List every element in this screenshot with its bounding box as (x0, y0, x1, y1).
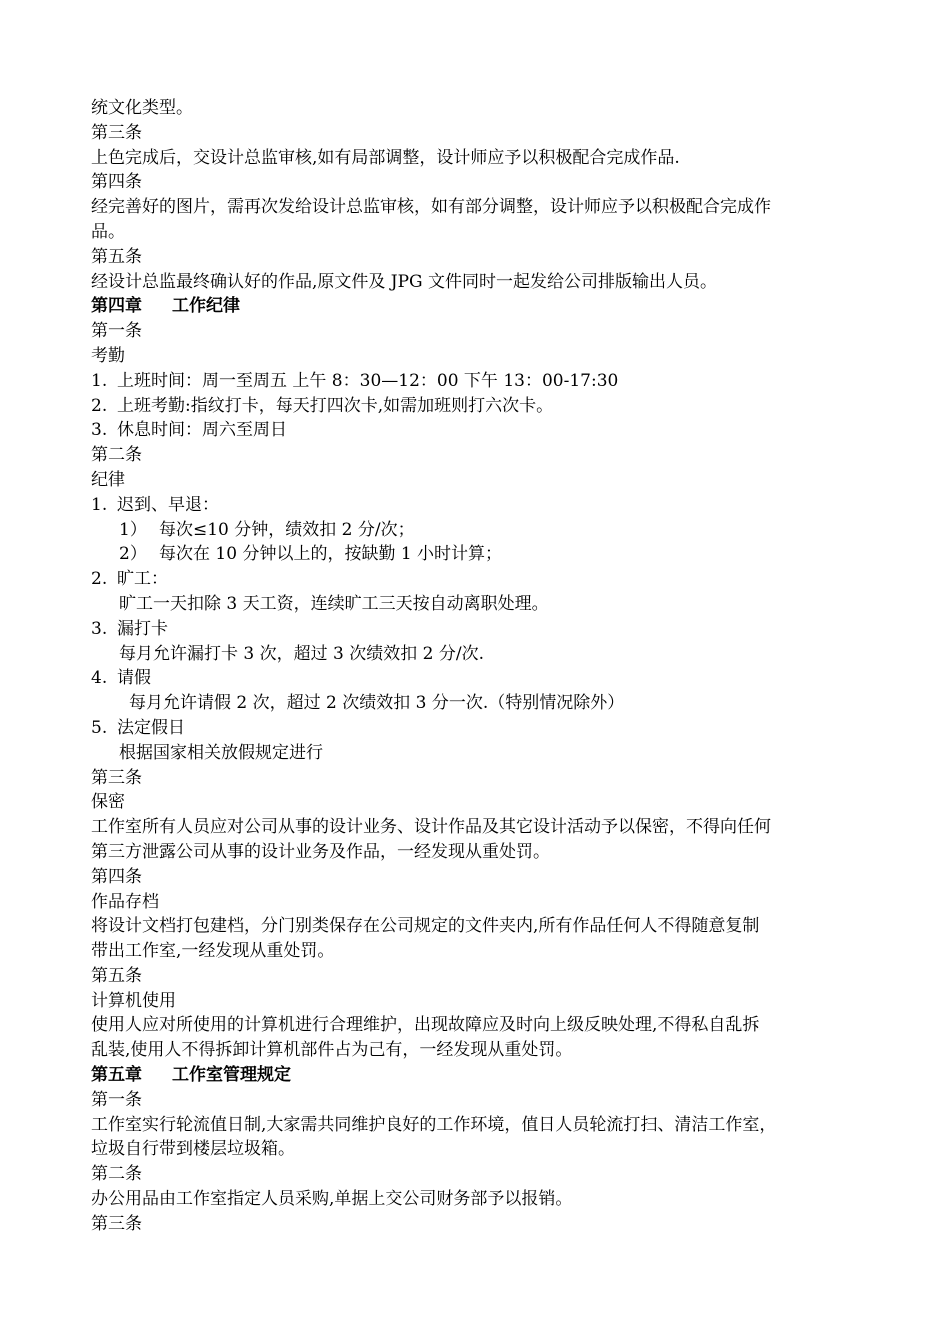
list-number: 1） (119, 519, 147, 540)
article-heading: 第三条 (91, 1213, 142, 1234)
list-text: 上班时间：周一至周五 上午 8：30—12：00 下午 13：00-17:30 (117, 370, 619, 391)
article-heading: 第四条 (91, 172, 142, 193)
list-text: 迟到、早退： (117, 494, 219, 515)
list-text: 漏打卡 (117, 618, 168, 639)
text-line: 使用人应对所使用的计算机进行合理维护，出现故障应及时向上级反映处理,不得私自乱拆 (91, 1015, 760, 1036)
list-number: 5. (91, 717, 108, 738)
list-detail: 每月允许请假 2 次，超过 2 次绩效扣 3 分一次.（特别情况除外） (129, 693, 625, 714)
list-text: 法定假日 (117, 717, 185, 738)
list-number: 3. (91, 420, 108, 441)
list-item (91, 394, 880, 419)
text-line: 带出工作室,一经发现从重处罚。 (91, 941, 335, 962)
article-heading: 第四条 (91, 866, 142, 887)
section-title: 纪律 (91, 469, 125, 490)
text-line: 垃圾自行带到楼层垃圾箱。 (91, 1139, 295, 1160)
list-text: 请假 (117, 668, 151, 689)
list-item (91, 567, 880, 592)
section-title: 计算机使用 (91, 990, 176, 1011)
list-number: 2） (119, 544, 147, 565)
list-text: 每次在 10 分钟以上的，按缺勤 1 小时计算； (159, 544, 503, 565)
text-line: 工作室所有人员应对公司从事的设计业务、设计作品及其它设计活动予以保密，不得向任何 (91, 817, 771, 838)
article-heading: 第三条 (91, 122, 142, 143)
article-heading: 第三条 (91, 767, 142, 788)
text-line: 第三方泄露公司从事的设计业务及作品，一经发现从重处罚。 (91, 841, 550, 862)
list-number: 4. (91, 668, 108, 689)
article-heading: 第五条 (91, 965, 142, 986)
section-title: 保密 (91, 792, 125, 813)
article-heading: 第二条 (91, 1164, 142, 1185)
article-heading: 第一条 (91, 321, 142, 342)
list-number: 1. (91, 494, 108, 515)
list-item (91, 716, 880, 741)
list-item (91, 418, 880, 443)
sub-list-item (91, 542, 880, 567)
chapter-heading (91, 294, 880, 319)
list-number: 3. (91, 618, 108, 639)
sub-list-item (91, 518, 880, 543)
list-text: 上班考勤:指纹打卡，每天打四次卡,如需加班则打六次卡。 (117, 395, 554, 416)
list-text: 每次≤10 分钟，绩效扣 2 分/次； (159, 519, 415, 540)
chapter-heading (91, 1063, 880, 1088)
text-line: 工作室实行轮流值日制,大家需共同维护良好的工作环境，值日人员轮流打扫、清洁工作室， (91, 1114, 777, 1135)
section-title: 考勤 (91, 345, 125, 366)
list-detail: 每月允许漏打卡 3 次，超过 3 次绩效扣 2 分/次. (119, 643, 485, 664)
chapter-title: 工作室管理规定 (172, 1065, 291, 1086)
list-item (91, 493, 880, 518)
article-heading: 第二条 (91, 445, 142, 466)
list-text: 旷工： (117, 569, 168, 590)
list-item (91, 617, 880, 642)
text-line: 统文化类型。 (91, 98, 193, 118)
list-item (91, 369, 880, 394)
article-heading: 第一条 (91, 1089, 142, 1110)
list-number: 2. (91, 395, 108, 416)
list-detail: 根据国家相关放假规定进行 (119, 742, 323, 763)
text-line: 经设计总监最终确认好的作品,原文件及 JPG 文件同时一起发给公司排版输出人员。 (91, 271, 718, 292)
text-line: 品。 (91, 221, 125, 242)
text-line: 乱装,使用人不得拆卸计算机部件占为己有，一经发现从重处罚。 (91, 1040, 573, 1061)
text-line: 上色完成后，交设计总监审核,如有局部调整，设计师应予以积极配合完成作品. (91, 147, 680, 168)
list-detail: 旷工一天扣除 3 天工资，连续旷工三天按自动离职处理。 (119, 593, 549, 614)
chapter-title: 工作纪律 (172, 296, 240, 317)
chapter-number: 第五章 (91, 1065, 142, 1086)
text-line: 办公用品由工作室指定人员采购,单据上交公司财务部予以报销。 (91, 1189, 573, 1210)
section-title: 作品存档 (91, 891, 159, 912)
chapter-number: 第四章 (91, 296, 142, 317)
text-line: 经完善好的图片，需再次发给设计总监审核，如有部分调整，设计师应予以积极配合完成作 (91, 197, 771, 218)
list-item (91, 666, 880, 691)
list-text: 休息时间：周六至周日 (117, 420, 287, 441)
text-line: 将设计文档打包建档，分门别类保存在公司规定的文件夹内,所有作品任何人不得随意复制 (91, 916, 760, 937)
list-number: 1. (91, 370, 108, 391)
article-heading: 第五条 (91, 246, 142, 267)
list-number: 2. (91, 569, 108, 590)
